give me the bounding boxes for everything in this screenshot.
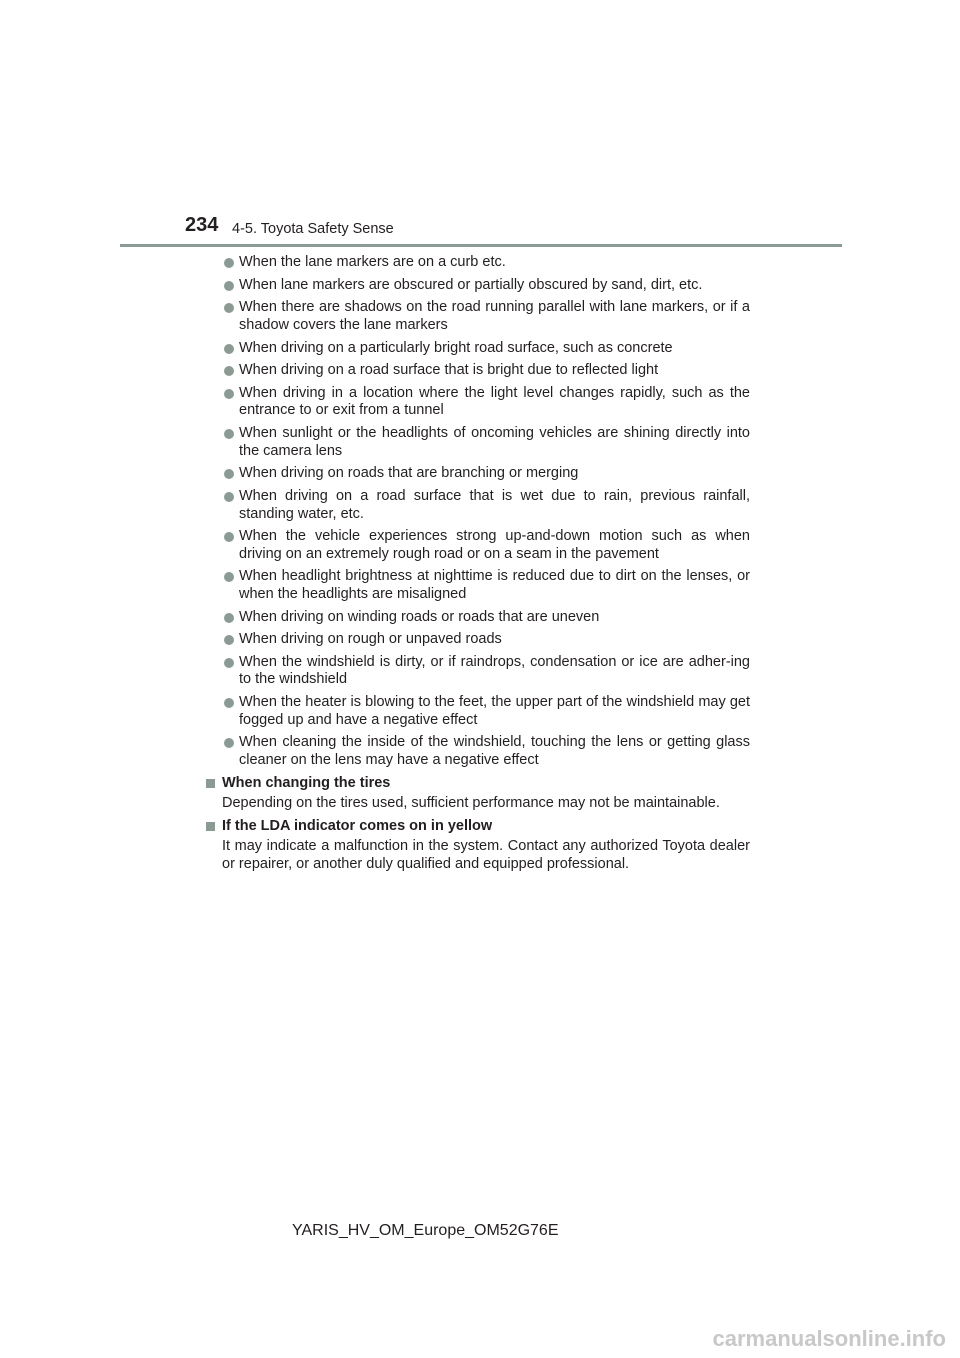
bullet-item <box>222 609 750 627</box>
bullet-dot-icon <box>224 429 234 439</box>
bullet-text: When driving in a location where the light level changes rapidly, such as the entrance to or exit from a tunnel <box>239 384 750 419</box>
bullet-item <box>222 694 750 729</box>
bullet-item <box>222 568 750 603</box>
bullet-dot-icon <box>224 389 234 399</box>
bullet-item <box>222 465 750 483</box>
bullet-item <box>222 425 750 460</box>
bullet-item <box>222 734 750 769</box>
bullet-text: When the lane markers are on a curb etc. <box>239 254 506 270</box>
square-bullet-icon <box>206 822 215 831</box>
bullet-dot-icon <box>224 366 234 376</box>
bullet-item <box>222 528 750 563</box>
document-id: YARIS_HV_OM_Europe_OM52G76E <box>292 1222 559 1239</box>
watermark: carmanualsonline.info <box>712 1326 946 1351</box>
bullet-item <box>222 299 750 334</box>
bullet-dot-icon <box>224 258 234 268</box>
header-divider <box>120 244 842 247</box>
bullet-text: When driving on winding roads or roads that are uneven <box>239 608 600 625</box>
bullet-text: When sunlight or the headlights of oncoming vehicles are shining directly into the camera lens <box>239 425 750 459</box>
section-heading <box>205 775 733 793</box>
section-title: 4-5. Toyota Safety Sense <box>232 221 394 237</box>
bullet-item <box>222 340 750 358</box>
bullet-dot-icon <box>224 658 234 668</box>
bullet-dot-icon <box>224 532 234 542</box>
bullet-item <box>222 277 750 295</box>
bullet-text: When there are shadows on the road running parallel with lane markers, or if a shadow covers the lane markers <box>239 299 750 333</box>
square-bullet-icon <box>206 779 215 788</box>
page-content <box>222 254 750 878</box>
bullet-dot-icon <box>224 492 234 502</box>
bullet-item <box>222 385 750 420</box>
section-heading <box>205 818 733 836</box>
bullet-text: When driving on roads that are branching or merging <box>239 465 579 482</box>
section-body: Depending on the tires used, sufficient performance may not be maintainable. <box>222 795 720 811</box>
bullet-item <box>222 488 750 523</box>
bullet-text: When cleaning the inside of the windshield, touching the lens or getting glass cleaner on the lens may have a negative effect <box>239 734 750 768</box>
bullet-dot-icon <box>224 738 234 748</box>
bullet-text: When headlight brightness at nighttime is reduced due to dirt on the lenses, or when the headlights are misaligned <box>239 568 750 602</box>
bullet-item <box>222 362 750 380</box>
section-heading-text: When changing the tires <box>222 774 391 791</box>
bullet-dot-icon <box>224 698 234 708</box>
bullet-item <box>222 254 750 272</box>
bullet-dot-icon <box>224 635 234 645</box>
bullet-dot-icon <box>224 572 234 582</box>
section-body: It may indicate a malfunction in the system. Contact any authorized Toyota dealer or repairer, or another duly qualified and equipped professional. <box>222 838 750 872</box>
bullet-dot-icon <box>224 303 234 313</box>
bullet-dot-icon <box>224 469 234 479</box>
bullet-text: When driving on a road surface that is bright due to reflected light <box>239 362 659 379</box>
bullet-text: When the windshield is dirty, or if raindrops, condensation or ice are adher-ing to the windshield <box>239 653 750 688</box>
bullet-text: When lane markers are obscured or partially obscured by sand, dirt, etc. <box>239 276 703 293</box>
bullet-text: When the heater is blowing to the feet, the upper part of the windshield may get fogged up and have a negative effect <box>239 694 750 728</box>
bullet-dot-icon <box>224 613 234 623</box>
bullet-text: When driving on a road surface that is wet due to rain, previous rainfall, standing water, etc. <box>239 488 750 522</box>
bullet-text: When driving on rough or unpaved roads <box>239 631 502 648</box>
bullet-text: When driving on a particularly bright road surface, such as concrete <box>239 339 673 356</box>
bullet-item <box>222 631 750 649</box>
bullet-text: When the vehicle experiences strong up-and-down motion such as when driving on an extremely rough road or on a seam in the pavement <box>239 528 750 562</box>
bullet-dot-icon <box>224 344 234 354</box>
page-number: 234 <box>185 214 219 236</box>
bullet-item <box>222 654 750 689</box>
section-heading-text: If the LDA indicator comes on in yellow <box>222 817 493 834</box>
bullet-dot-icon <box>224 281 234 291</box>
